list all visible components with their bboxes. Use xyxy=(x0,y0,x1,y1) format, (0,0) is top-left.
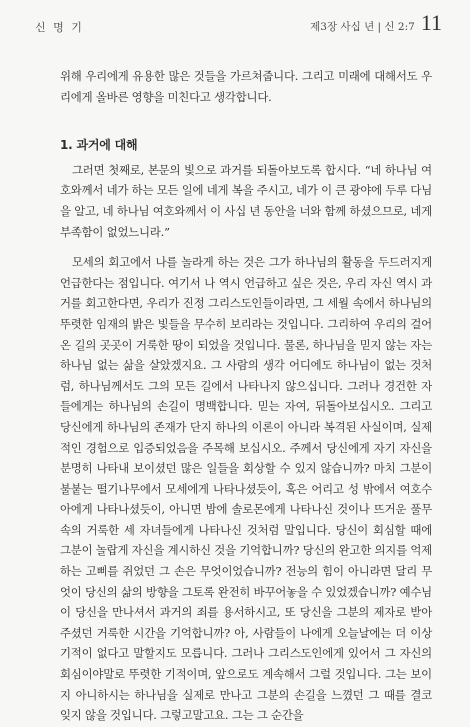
page-number: 11 xyxy=(420,10,442,35)
running-header-book-title: 신 명 기 xyxy=(35,21,84,34)
paragraph-gap xyxy=(60,242,432,252)
body-paragraph-1: 그러면 첫째로, 본문의 빛으로 과거를 되돌아보도록 합시다. “네 하나님 여호와께서 네가 하는 모든 일에 네게 복을 주시고, 네가 이 큰 광야에 두루 다님을 알고, 네 하나님 여호와께서 이 사십 년 동안을 너와 함께 하셨으므로, 네게 부족함이 없었느니라.” xyxy=(60,162,432,239)
body-paragraph-2: 모세의 회고에서 나를 놀라게 하는 것은 그가 하나님의 활동을 두드러지게 언급한다는 점입니다. 여기서 나 역시 언급하고 싶은 것은, 우리 자신 역시 과거를 회고한다면, 우리가 진정 그리스도인들이라면, 그 세월 속에서 하나님의 뚜렷한 임재의 밝은 빛들을 무수히 보리라는 것입니다. 그리하여 우리의 걸어온 길의 곳곳이 거룩한 땅이 되었을 것입니다. 물론, 하나님을 믿지 않는 자는 하나님 없는 삶을 살았겠지요. 그 사람의 생각 어디에도 하나님이 없는 것처럼, 하나님께서도 그의 모든 길에서 나타나지 않으십니다. 그러나 경건한 자들에게는 하나님의 손길이 명백합니다. 믿는 자여, 뒤돌아보십시오. 그리고 당신에게 하나님의 존재가 단지 하나의 이론이 아니라 복격된 사실이며, 실제적인 경험으로 입증되었음을 주목해 보십시오. 주께서 당신에게 자기 자신을 분명히 나타내 보이셨던 많은 일들을 회상할 수 있지 않습니까? 마치 그분이 불붙는 떨기나무에서 모세에게 나타나셨듯이, 혹은 어리고 성 밖에서 여호수아에게 나타나셨듯이, 아니면 밤에 솔로몬에게 나타나신 것이나 뜨거운 풀무 속의 거룩한 세 자녀들에게 나타나신 것처럼 말입니다. 당신이 회심할 때에 그분이 놀랍게 자신을 계시하신 것을 기억합니까? 당신의 완고한 의지를 억제하는 고삐를 쥐었던 그 손은 무엇이었습니까? 전능의 힘이 아니라면 달리 무엇이 당신의 삶의 방향을 그토록 완전히 바꾸어놓을 수 있었겠습니까? 예수님이 당신을 만나셔서 과거의 죄를 용서하시고, 또 당신을 그분의 제자로 받아주셨던 거룩한 시간을 기억합니까? 아, 사람들이 나에게 오늘날에는 더 이상 기적이 없다고 말할지도 모릅니다. 그러나 그리스도인에게 있어서 그 자신의 회심이야말로 뚜렷한 기적이며, 앞으로도 계속해서 그럴 것입니다. 그는 보이지 아니하시는 하나님을 실제로 만나고 그분의 손길을 느꼈던 그 때를 결코 잊지 않을 것입니다. 그렇고말고요. 그는 그 순간을 xyxy=(60,255,432,723)
page-body xyxy=(60,66,432,726)
running-header-right xyxy=(310,10,442,36)
section-heading: 1. 과거에 대해 xyxy=(60,138,138,153)
intro-paragraph: 위해 우리에게 유용한 많은 것들을 가르쳐줍니다. 그리고 미래에 대해서도 우리에게 올바른 영향을 미친다고 생각합니다. xyxy=(60,69,432,104)
running-header-chapter: 제3장 사십 년 | 신 2:7 xyxy=(310,21,415,33)
